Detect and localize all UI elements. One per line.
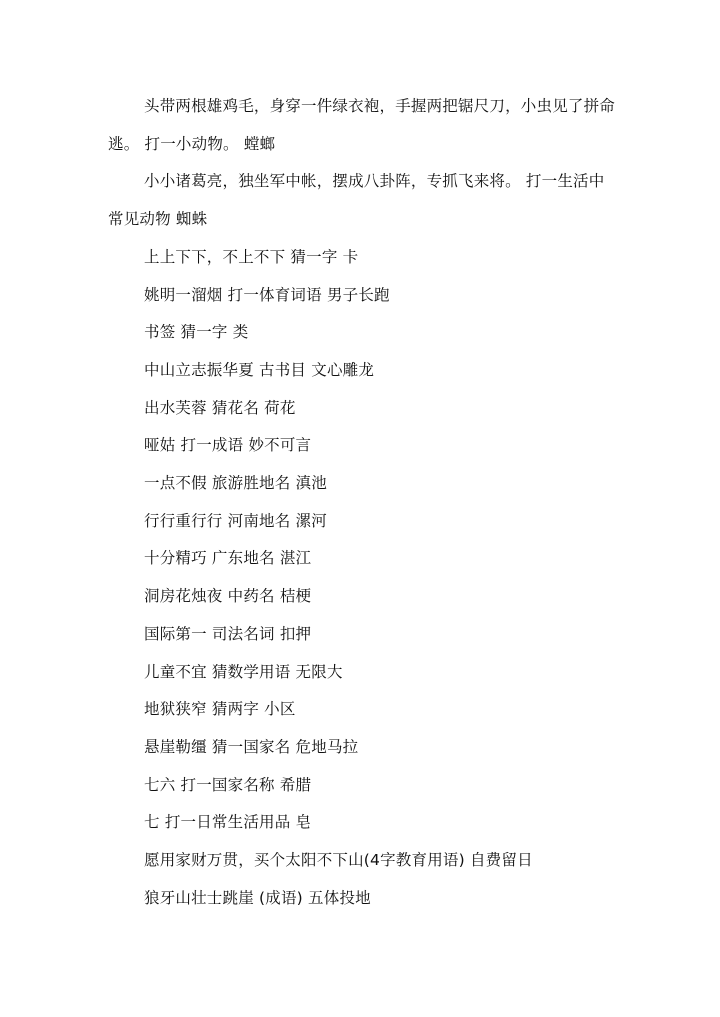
riddle-paragraph: 十分精巧 广东地名 湛江 <box>144 549 312 568</box>
document-body <box>108 88 618 917</box>
riddle-paragraph: 狼牙山壮士跳崖 (成语) 五体投地 <box>144 888 371 907</box>
riddle-paragraph: 头带两根雄鸡毛，身穿一件绿衣袍，手握两把锯尺刀，小虫见了拼命逃。 打一小动物。 螳螂 <box>108 97 616 153</box>
riddle-paragraph: 出水芙蓉 猜花名 荷花 <box>144 398 296 417</box>
riddle-paragraph: 上上下下，不上不下 猜一字 卡 <box>144 247 359 266</box>
riddle-paragraph: 小小诸葛亮，独坐军中帐，摆成八卦阵，专抓飞来将。 打一生活中常见动物 蜘蛛 <box>108 172 605 229</box>
riddle-paragraph: 姚明一溜烟 打一体育词语 男子长跑 <box>144 285 390 304</box>
riddle-paragraph: 书签 猜一字 类 <box>144 323 249 342</box>
riddle-paragraph: 七六 打一国家名称 希腊 <box>144 775 312 794</box>
riddle-paragraph: 哑姑 打一成语 妙不可言 <box>144 436 312 455</box>
riddle-paragraph: 悬崖勒缰 猜一国家名 危地马拉 <box>144 737 359 756</box>
riddle-paragraph: 一点不假 旅游胜地名 滇池 <box>144 474 327 493</box>
riddle-paragraph: 愿用家财万贯，买个太阳不下山(4字教育用语) 自费留日 <box>144 851 533 870</box>
riddle-paragraph: 洞房花烛夜 中药名 桔梗 <box>144 587 312 606</box>
riddle-paragraph: 七 打一日常生活用品 皂 <box>144 813 312 832</box>
riddle-paragraph: 行行重行行 河南地名 漯河 <box>144 511 327 530</box>
riddle-paragraph: 地狱狭窄 猜两字 小区 <box>144 700 296 719</box>
riddle-paragraph: 儿童不宜 猜数学用语 无限大 <box>144 662 343 681</box>
riddle-paragraph: 中山立志振华夏 古书目 文心雕龙 <box>144 360 375 379</box>
riddle-paragraph: 国际第一 司法名词 扣押 <box>144 624 312 643</box>
